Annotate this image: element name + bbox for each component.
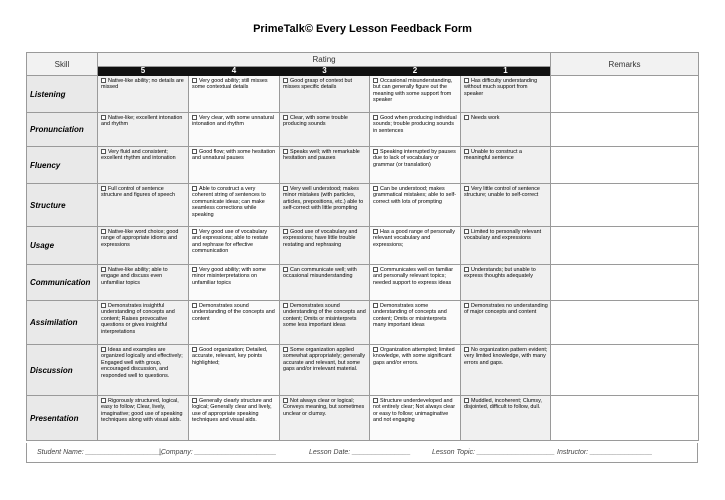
rating-cell	[370, 345, 461, 396]
rating-descriptor: Can be understood; makes grammatical mistakes; able to self-correct with lots of prompting	[373, 186, 456, 205]
rating-cell	[461, 301, 551, 345]
rating-checkbox[interactable]	[464, 398, 469, 403]
rating-descriptor: Demonstrates some understanding of concepts and content; Omits or misinterprets many important ideas	[373, 303, 447, 329]
skill-label: Communication	[27, 265, 98, 301]
rating-descriptor: Needs work	[471, 115, 500, 121]
rating-cell	[370, 301, 461, 345]
rating-descriptor: Limited to personally relevant vocabulary and expressions	[464, 229, 542, 242]
rating-descriptor: Good grasp of context but misses specific details	[283, 78, 353, 91]
rating-cell	[370, 184, 461, 227]
lesson-date-field[interactable]: Lesson Date: _______________	[309, 449, 411, 456]
remarks-cell[interactable]	[551, 345, 699, 396]
rating-descriptor: Good when producing individual sounds; trouble producing sounds in sentences	[373, 115, 457, 134]
rating-cell	[189, 265, 280, 301]
rating-cell	[280, 345, 370, 396]
remarks-cell[interactable]	[551, 76, 699, 113]
rating-checkbox[interactable]	[283, 78, 288, 83]
rating-checkbox[interactable]	[192, 303, 197, 308]
skill-label: Presentation	[27, 396, 98, 441]
rating-descriptor: Muddled, incoherent; Clumsy, disjointed, difficult to follow, dull.	[464, 398, 542, 411]
rating-checkbox[interactable]	[373, 78, 378, 83]
rating-checkbox[interactable]	[283, 115, 288, 120]
rating-descriptor: Communicates well on familiar and personally relevant topics; needed support to express ideas	[373, 267, 454, 286]
remarks-cell[interactable]	[551, 184, 699, 227]
rating-descriptor: Demonstrates sound understanding of the concepts and content; Omits or misinterprets some less important ideas	[283, 303, 366, 329]
rating-checkbox[interactable]	[373, 398, 378, 403]
rating-level-1: 1	[461, 67, 551, 76]
rubric-row	[27, 184, 699, 227]
rating-checkbox[interactable]	[101, 267, 106, 272]
company-field[interactable]: |Company: _____________________	[159, 449, 277, 456]
rating-checkbox[interactable]	[283, 303, 288, 308]
rating-checkbox[interactable]	[464, 186, 469, 191]
rating-cell	[98, 301, 189, 345]
rating-cell	[461, 113, 551, 147]
rating-descriptor: Demonstrates no understanding of major concepts and content	[464, 303, 548, 316]
rating-cell	[370, 147, 461, 184]
rating-descriptor: Not always clear or logical; Conveys meaning, but sometimes unclear or clumsy.	[283, 398, 365, 417]
rating-checkbox[interactable]	[192, 149, 197, 154]
rubric-row	[27, 76, 699, 113]
rating-checkbox[interactable]	[283, 229, 288, 234]
remarks-cell[interactable]	[551, 301, 699, 345]
rating-cell	[280, 265, 370, 301]
rating-checkbox[interactable]	[283, 398, 288, 403]
rating-checkbox[interactable]	[373, 267, 378, 272]
remarks-cell[interactable]	[551, 396, 699, 441]
lesson-topic-field[interactable]: Lesson Topic: ____________________	[432, 449, 555, 456]
rating-checkbox[interactable]	[192, 186, 197, 191]
skill-label: Structure	[27, 184, 98, 227]
rubric-body	[27, 76, 699, 441]
rubric-row	[27, 396, 699, 441]
rating-descriptor: Demonstrates insightful understanding of concepts and content; Raises provocative questions or gives insightful interpretations	[101, 303, 175, 335]
rating-descriptor: Native-like; excellent intonation and rhythm	[101, 115, 183, 128]
rating-descriptor: Very good ability; still misses some contextual details	[192, 78, 268, 91]
rating-cell	[280, 147, 370, 184]
rating-descriptor: Able to construct a very coherent string of sentences to communicate ideas; can make seamless corrections while speaking	[192, 186, 266, 218]
rating-checkbox[interactable]	[283, 186, 288, 191]
rating-descriptor: Good flow; with some hesitation and unnatural pauses	[192, 149, 276, 162]
student-name-field[interactable]: Student Name: ____________________	[37, 449, 164, 456]
rating-checkbox[interactable]	[373, 115, 378, 120]
rating-descriptor: Demonstrates sound understanding of the concepts and content	[192, 303, 275, 322]
skill-header: Skill	[27, 53, 98, 76]
rating-descriptor: Unable to construct a meaningful sentence	[464, 149, 522, 162]
rating-cell	[98, 396, 189, 441]
remarks-header: Remarks	[551, 53, 699, 76]
rating-cell	[370, 265, 461, 301]
form-title: PrimeTalk© Every Lesson Feedback Form	[253, 23, 472, 35]
rating-checkbox[interactable]	[192, 398, 197, 403]
rubric-row	[27, 301, 699, 345]
rating-cell	[370, 76, 461, 113]
rating-descriptor: Structure underdeveloped and not entirely clear; Not always clear or easy to follow; unimaginative and not engaging	[373, 398, 456, 424]
rating-descriptor: Native-like word choice; good range of appropriate idioms and expressions	[101, 229, 179, 248]
rubric-row	[27, 227, 699, 265]
rubric-row	[27, 345, 699, 396]
rating-cell	[280, 301, 370, 345]
rating-descriptor: Organization attempted; limited knowledge, with some significant gaps and/or errors.	[373, 347, 455, 366]
rating-checkbox[interactable]	[101, 78, 106, 83]
rating-checkbox[interactable]	[101, 186, 106, 191]
rating-descriptor: No organization pattern evident; very limited knowledge, with many errors and gaps.	[464, 347, 548, 366]
rating-level-2: 2	[370, 67, 461, 76]
rating-descriptor: Has difficulty understanding without much support from speaker	[464, 78, 538, 97]
rating-cell	[370, 227, 461, 265]
rubric-table	[26, 52, 699, 441]
rating-cell	[461, 147, 551, 184]
rating-descriptor: Very well understood; makes minor mistakes (with particles, articles, prepositions, etc.) able to self-correct with little prompting	[283, 186, 364, 212]
rating-cell	[189, 227, 280, 265]
rating-descriptor: Rigorously structured, logical, easy to follow; Clear, lively, imaginative; good use of speaking techniques along with visual aids.	[101, 398, 183, 424]
rating-cell	[370, 113, 461, 147]
remarks-cell[interactable]	[551, 265, 699, 301]
rating-checkbox[interactable]	[192, 78, 197, 83]
rubric-row	[27, 147, 699, 184]
rating-descriptor: Very good ability; with some minor misinterpretations on unfamiliar topics	[192, 267, 266, 286]
rating-descriptor: Generally clearly structure and logical; Generally clear and lively, use of appropriate speaking techniques and visual aids.	[192, 398, 273, 424]
rating-checkbox[interactable]	[283, 267, 288, 272]
rating-descriptor: Very fluid and consistent; excellent rhythm and intonation	[101, 149, 176, 162]
rating-descriptor: Very clear, with some unnatural intonation and rhythm	[192, 115, 274, 128]
rating-checkbox[interactable]	[464, 347, 469, 352]
instructor-field[interactable]: Instructor: ________________	[557, 449, 653, 456]
rating-checkbox[interactable]	[192, 115, 197, 120]
rating-descriptor: Very little control of sentence structure; unable to self-correct	[464, 186, 540, 199]
rating-checkbox[interactable]	[101, 303, 106, 308]
rating-checkbox[interactable]	[464, 303, 469, 308]
form-footer	[26, 443, 698, 463]
rating-descriptor: Speaks well; with remarkable hesitation and pauses	[283, 149, 360, 162]
skill-label: Fluency	[27, 147, 98, 184]
rating-cell	[98, 227, 189, 265]
rating-descriptor: Very good use of vocabulary and expressions; able to restate and rephrase for effective communication	[192, 229, 269, 255]
rating-descriptor: Has a good range of personally relevant vocabulary and expressions;	[373, 229, 455, 248]
remarks-cell[interactable]	[551, 227, 699, 265]
skill-label: Listening	[27, 76, 98, 113]
rating-checkbox[interactable]	[373, 303, 378, 308]
rating-cell	[189, 113, 280, 147]
rating-checkbox[interactable]	[373, 229, 378, 234]
rating-descriptor: Speaking interrupted by pauses due to lack of vocabulary or grammar (or translation)	[373, 149, 456, 168]
rating-level-3: 3	[280, 67, 370, 76]
rating-checkbox[interactable]	[464, 78, 469, 83]
rating-cell	[98, 147, 189, 184]
rating-cell	[189, 184, 280, 227]
rating-cell	[98, 184, 189, 227]
rating-checkbox[interactable]	[101, 229, 106, 234]
rating-checkbox[interactable]	[101, 149, 106, 154]
rating-cell	[98, 76, 189, 113]
rating-descriptor: Ideas and examples are organized logically and effectively; Engaged well with group, encouraged discussion, and responded well to questions.	[101, 347, 183, 379]
rating-checkbox[interactable]	[192, 347, 197, 352]
rating-cell	[461, 396, 551, 441]
rubric-row	[27, 265, 699, 301]
rating-cell	[98, 113, 189, 147]
rating-cell	[189, 147, 280, 184]
rating-cell	[370, 396, 461, 441]
rating-descriptor: Good use of vocabulary and expressions; have little trouble restating and rephrasing	[283, 229, 358, 248]
rating-descriptor: Occasional misunderstanding, but can generally figure out the meaning with some support from speaker	[373, 78, 453, 104]
rating-cell	[280, 113, 370, 147]
rating-cell	[189, 396, 280, 441]
rating-cell	[189, 345, 280, 396]
rating-checkbox[interactable]	[373, 347, 378, 352]
rating-header: Rating	[98, 53, 551, 67]
rating-checkbox[interactable]	[192, 229, 197, 234]
rating-checkbox[interactable]	[464, 267, 469, 272]
rating-descriptor: Some organization applied somewhat appropriately; generally accurate and relevant, but some gaps and/or irrelevant material.	[283, 347, 366, 373]
remarks-cell[interactable]	[551, 147, 699, 184]
rating-cell	[461, 184, 551, 227]
rating-cell	[280, 184, 370, 227]
skill-label: Pronunciation	[27, 113, 98, 147]
rating-checkbox[interactable]	[373, 186, 378, 191]
rating-descriptor: Native-like ability; able to engage and discuss even unfamiliar topics	[101, 267, 168, 286]
rating-cell	[461, 227, 551, 265]
rating-level-4: 4	[189, 67, 280, 76]
rating-cell	[461, 345, 551, 396]
remarks-cell[interactable]	[551, 113, 699, 147]
skill-label: Usage	[27, 227, 98, 265]
rating-checkbox[interactable]	[101, 398, 106, 403]
rating-cell	[98, 345, 189, 396]
rating-descriptor: Clear, with some trouble producing sounds	[283, 115, 348, 128]
rating-level-5: 5	[98, 67, 189, 76]
rating-checkbox[interactable]	[283, 347, 288, 352]
rating-cell	[98, 265, 189, 301]
skill-label: Assimilation	[27, 301, 98, 345]
rating-cell	[461, 265, 551, 301]
rating-checkbox[interactable]	[101, 347, 106, 352]
rating-checkbox[interactable]	[464, 149, 469, 154]
rating-descriptor: Understands; but unable to express thoughts adequately	[464, 267, 536, 280]
rating-cell	[461, 76, 551, 113]
rating-cell	[189, 76, 280, 113]
skill-label: Discussion	[27, 345, 98, 396]
rating-checkbox[interactable]	[373, 149, 378, 154]
rating-cell	[280, 396, 370, 441]
rating-cell	[280, 76, 370, 113]
rating-checkbox[interactable]	[101, 115, 106, 120]
rubric-row	[27, 113, 699, 147]
rating-checkbox[interactable]	[464, 229, 469, 234]
rating-checkbox[interactable]	[192, 267, 197, 272]
rating-descriptor: Full control of sentence structure and figures of speech	[101, 186, 176, 199]
rating-descriptor: Native-like ability; no details are missed	[101, 78, 184, 91]
rating-checkbox[interactable]	[464, 115, 469, 120]
rating-descriptor: Can communicate well; with occasional misunderstanding	[283, 267, 357, 280]
rating-cell	[280, 227, 370, 265]
rating-checkbox[interactable]	[283, 149, 288, 154]
rating-descriptor: Good organization; Detailed, accurate, relevant, key points highlighted;	[192, 347, 268, 366]
rating-cell	[189, 301, 280, 345]
